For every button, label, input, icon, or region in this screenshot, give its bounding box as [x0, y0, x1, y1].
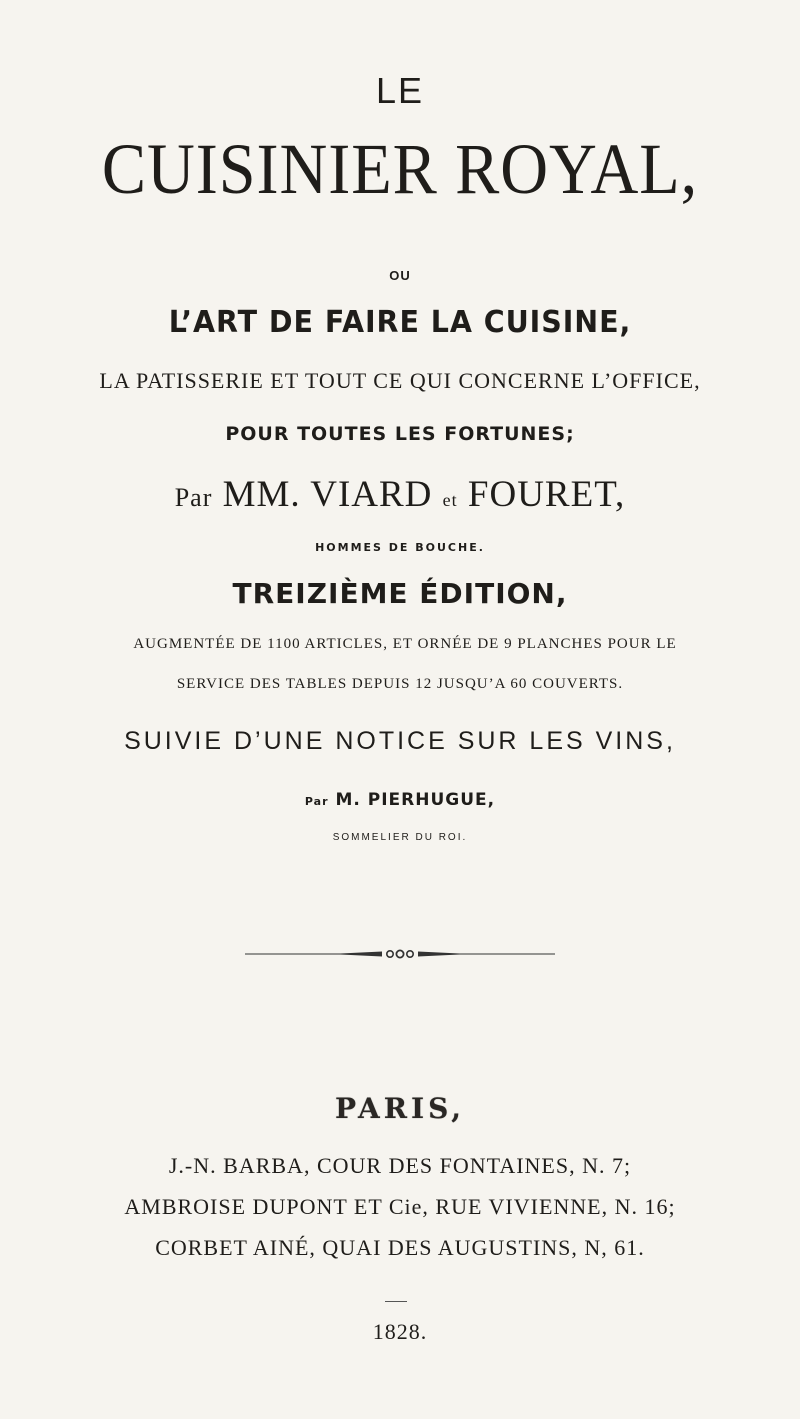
book-subtitle: L’ART DE FAIRE LA CUISINE,: [168, 305, 632, 340]
authors-last: FOURET,: [467, 474, 626, 515]
authors-et: et: [442, 490, 458, 510]
subtitle-continuation: LA PATISSERIE ET TOUT CE QUI CONCERNE L’OFFICE,: [99, 368, 701, 393]
imprint-address-2: AMBROISE DUPONT ET Cie, RUE VIVIENNE, N. 16;: [124, 1194, 676, 1219]
notice-line: SUIVIE D’UNE NOTICE SUR LES VINS,: [124, 727, 676, 755]
authors-role: HOMMES DE BOUCHE.: [315, 541, 485, 554]
notice-author: [0, 790, 800, 810]
imprint-city: PARIS,: [334, 1092, 466, 1125]
book-title: CUISINIER ROYAL,: [101, 129, 699, 209]
imprint-address-1: J.-N. BARBA, COUR DES FONTAINES, N. 7;: [168, 1153, 632, 1178]
notice-author-role: SOMMELIER DU ROI.: [332, 832, 468, 843]
authors-line: [0, 473, 800, 516]
year-rule: [385, 1301, 407, 1302]
edition-statement: TREIZIÈME ÉDITION,: [232, 577, 568, 610]
ornament-rule: [0, 944, 800, 964]
authors-names: MM. VIARD: [222, 474, 433, 515]
notice-author-name: M. PIERHUGUE,: [335, 790, 496, 810]
edition-details-continued: SERVICE DES TABLES DEPUIS 12 JUSQU’A 60 COUVERTS.: [176, 676, 624, 692]
edition-details: AUGMENTÉE DE 1100 ARTICLES, ET ORNÉE DE 9 PLANCHES POUR LE: [133, 636, 677, 652]
title-article: LE: [375, 70, 425, 111]
notice-author-par: Par: [304, 795, 329, 808]
imprint-address-3: CORBET AINÉ, QUAI DES AUGUSTINS, N, 61.: [155, 1235, 645, 1260]
imprint-year: 1828.: [372, 1319, 428, 1344]
authors-par: Par: [174, 483, 213, 512]
subtitle-fortunes: POUR TOUTES LES FORTUNES;: [225, 423, 575, 445]
title-conjunction: OU: [389, 268, 411, 283]
